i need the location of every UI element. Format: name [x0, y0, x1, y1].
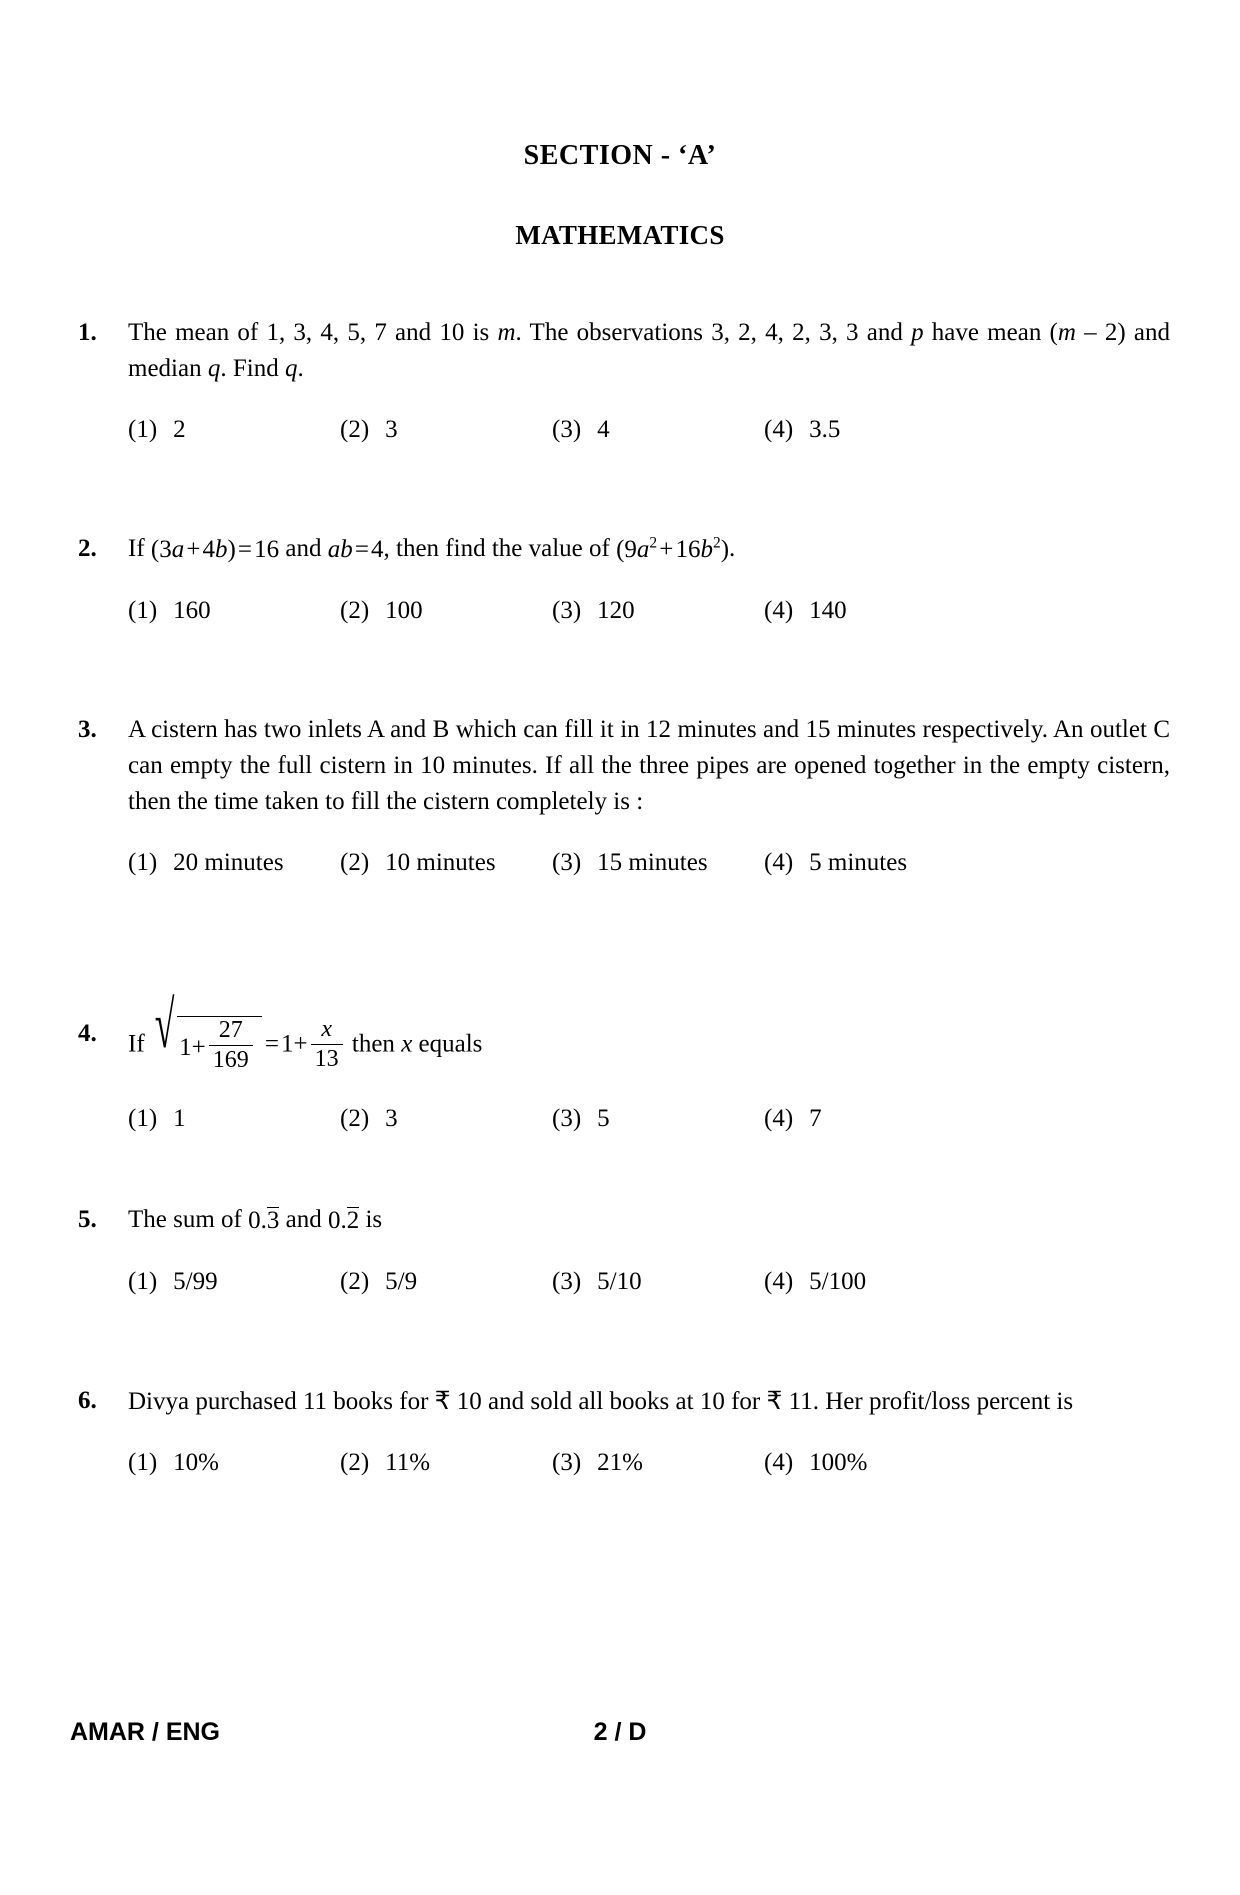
- fraction-27-169: [209, 1017, 253, 1074]
- page-footer: [70, 1718, 1170, 1747]
- option-4[interactable]: [764, 1102, 976, 1136]
- question-6-options: [128, 1446, 1170, 1480]
- q1-var-m2: m: [1057, 319, 1076, 346]
- q1-var-q: q: [207, 355, 221, 382]
- option-label: (1): [128, 1449, 158, 1477]
- option-2[interactable]: [340, 1102, 552, 1136]
- q1-text-b: . The observations 3, 2, 4, 2, 3, 3 and: [515, 319, 912, 346]
- question-text: [128, 712, 1170, 820]
- rupee-icon: ₹: [766, 1387, 783, 1416]
- option-3[interactable]: [552, 846, 764, 880]
- option-text: 5/100: [809, 1268, 867, 1296]
- option-4[interactable]: [764, 1265, 976, 1299]
- option-label: (4): [764, 1105, 794, 1133]
- q3-line-1: A cistern has two inlets A and B which can fill it in 12 minutes and 15 minutes respectively.: [128, 716, 1048, 744]
- q1-text-a: The mean of 1, 3, 4, 5, 7 and 10 is: [128, 319, 498, 346]
- question-number: 5.: [78, 1206, 97, 1234]
- question-4: [70, 988, 1170, 1136]
- question-text: [128, 531, 1170, 568]
- option-4[interactable]: [764, 413, 976, 447]
- question-number: 4.: [78, 1020, 97, 1048]
- question-text: [128, 1202, 1170, 1239]
- option-text: 15 minutes: [597, 849, 708, 877]
- question-4-options: [128, 1102, 1170, 1136]
- option-text: 20 minutes: [173, 849, 284, 877]
- footer-page-number: 2 / D: [593, 1718, 647, 1746]
- option-text: 10%: [173, 1449, 219, 1477]
- decimal-base: 0.: [327, 1207, 347, 1235]
- rupee-icon: ₹: [434, 1387, 451, 1416]
- option-text: 3: [385, 1105, 398, 1133]
- q2-mid-1: and: [279, 535, 328, 562]
- q3-line-2: An outlet C can empty the full cistern in 10 minutes. If all the three pipes are opened together: [128, 716, 1170, 780]
- spacer: [70, 880, 1170, 964]
- q1-var-p: p: [911, 319, 924, 346]
- option-label: (3): [552, 849, 582, 877]
- option-2[interactable]: [340, 594, 552, 628]
- option-text: 140: [809, 597, 847, 625]
- option-text: 5 minutes: [809, 849, 908, 877]
- option-text: 21%: [597, 1449, 643, 1477]
- question-body: [128, 315, 1170, 447]
- spacer: [70, 447, 1170, 531]
- question-text: [128, 315, 1170, 387]
- question-5-options: [128, 1265, 1170, 1299]
- q2-prefix: If: [128, 535, 151, 562]
- q2-mid-2: , then find the value of: [383, 535, 617, 562]
- question-body: [128, 531, 1170, 628]
- option-label: (4): [764, 597, 794, 625]
- question-text: [128, 988, 1170, 1076]
- option-label: (4): [764, 1449, 794, 1477]
- repeating-decimal-2: [328, 1203, 359, 1239]
- option-text: 100%: [809, 1449, 868, 1477]
- spacer: [70, 1136, 1170, 1202]
- question-6: [70, 1383, 1170, 1480]
- question-body: [128, 712, 1170, 880]
- q2-expression-2: ab = 4: [327, 536, 384, 564]
- radicand: 1+ $\frac{27}{169}$: [177, 1016, 262, 1076]
- q2-expression-1: (3a + 4b) = 16: [150, 536, 280, 564]
- option-label: (3): [552, 1449, 582, 1477]
- option-text: 5/9: [385, 1268, 418, 1296]
- subject-heading: MATHEMATICS: [515, 220, 725, 250]
- q1-var-q2: q: [284, 355, 298, 382]
- option-label: (1): [128, 597, 158, 625]
- question-3: [70, 712, 1170, 880]
- option-3[interactable]: [552, 1102, 764, 1136]
- q1-text-g: .: [297, 355, 304, 382]
- spacer: [70, 628, 1170, 712]
- option-text: 5: [597, 1105, 610, 1133]
- option-2[interactable]: [340, 1265, 552, 1299]
- option-1[interactable]: [128, 846, 340, 880]
- q4-equation: [151, 988, 346, 1076]
- vinculum-digit: 3: [266, 1207, 280, 1235]
- questions-list: [70, 315, 1170, 1480]
- question-text: [128, 1383, 1170, 1420]
- q4-var-x: x: [401, 1030, 413, 1058]
- option-label: (2): [340, 1105, 370, 1133]
- q5-suffix: is: [359, 1206, 383, 1234]
- option-text: 120: [597, 597, 635, 625]
- option-4[interactable]: [764, 846, 976, 880]
- option-2[interactable]: [340, 413, 552, 447]
- option-label: (1): [128, 1268, 158, 1296]
- fraction-numerator: x: [321, 1015, 332, 1042]
- q6-text-b: 10 and sold all books at 10 for: [450, 1388, 767, 1416]
- option-text: 5/10: [597, 1268, 642, 1296]
- q1-text-d: (: [1049, 319, 1058, 346]
- question-number: 6.: [78, 1387, 97, 1415]
- fraction-denominator: 169: [209, 1045, 253, 1074]
- option-4[interactable]: [764, 594, 976, 628]
- option-3[interactable]: [552, 1265, 764, 1299]
- option-text: 7: [809, 1105, 822, 1133]
- option-text: 100: [385, 597, 423, 625]
- exam-page: [0, 140, 1240, 1895]
- option-4[interactable]: [764, 1446, 976, 1480]
- option-1[interactable]: [128, 413, 340, 447]
- vinculum-digit: 2: [346, 1207, 360, 1235]
- option-text: 5/99: [173, 1268, 218, 1296]
- question-body: [128, 1383, 1170, 1480]
- option-label: (4): [764, 849, 794, 877]
- q5-mid: and: [279, 1206, 328, 1234]
- option-label: (2): [340, 416, 370, 443]
- fraction-denominator: 13: [311, 1044, 343, 1073]
- option-label: (3): [552, 416, 582, 443]
- option-label: (2): [340, 1268, 370, 1296]
- option-1[interactable]: [128, 1102, 340, 1136]
- option-text: 4: [597, 416, 610, 443]
- option-label: (2): [340, 849, 370, 877]
- q6-line-2: is: [1056, 1388, 1074, 1416]
- fraction-numerator: 27: [218, 1017, 243, 1044]
- option-label: (2): [340, 597, 370, 625]
- question-2: [70, 531, 1170, 628]
- option-2[interactable]: [340, 1446, 552, 1480]
- option-text: 3.5: [809, 416, 841, 443]
- question-number: 1.: [78, 319, 97, 346]
- square-root-icon: [152, 988, 262, 1076]
- option-1[interactable]: [128, 1446, 340, 1480]
- q1-text-c: have mean: [923, 319, 1042, 346]
- option-2[interactable]: [340, 846, 552, 880]
- radical-symbol: √: [154, 988, 175, 1062]
- option-label: (1): [128, 416, 158, 443]
- option-label: (4): [764, 416, 794, 443]
- option-label: (2): [340, 1449, 370, 1477]
- decimal-base: 0.: [248, 1207, 267, 1235]
- question-1: [70, 315, 1170, 447]
- q1-text-e: – 2) and median: [128, 319, 1171, 382]
- option-text: 11%: [385, 1449, 431, 1477]
- option-3[interactable]: [552, 594, 764, 628]
- question-body: [128, 988, 1170, 1136]
- q2-expression-3: ($9a^2$ + $16b^2$): [616, 534, 730, 564]
- spacer: [70, 964, 1170, 1016]
- question-3-options: [128, 846, 1170, 880]
- q6-text-c: 11. Her profit/loss percent: [782, 1388, 1051, 1416]
- section-heading: SECTION - ‘A’: [523, 140, 717, 171]
- option-text: 1: [173, 1105, 186, 1133]
- q3-line-3: in the empty cistern, then the time taken to fill the cistern completely is :: [128, 752, 1170, 816]
- fraction-x-13: [311, 1016, 343, 1073]
- option-text: 160: [173, 597, 211, 625]
- q5-prefix: The sum of: [128, 1206, 249, 1234]
- spacer: [70, 1299, 1170, 1383]
- question-number: 3.: [78, 716, 97, 744]
- q4-equals: = 1+: [262, 1030, 308, 1058]
- option-1[interactable]: [128, 594, 340, 628]
- option-label: (3): [552, 1105, 582, 1133]
- q1-var-m: m: [497, 319, 516, 346]
- question-1-options: [128, 413, 1170, 447]
- q4-prefix: If: [128, 1030, 151, 1058]
- question-5: [70, 1202, 1170, 1299]
- option-3[interactable]: [552, 413, 764, 447]
- q4-suffix-tail: equals: [412, 1030, 483, 1058]
- option-1[interactable]: [128, 1265, 340, 1299]
- repeating-decimal-1: [248, 1203, 279, 1239]
- option-label: (4): [764, 1268, 794, 1296]
- q6-text-a: Divya purchased 11 books for: [128, 1388, 435, 1416]
- footer-paper-code: AMAR / ENG: [70, 1718, 220, 1746]
- option-text: 10 minutes: [385, 849, 496, 877]
- question-body: [128, 1202, 1170, 1299]
- option-label: (1): [128, 1105, 158, 1133]
- option-label: (3): [552, 597, 582, 625]
- option-text: 2: [173, 416, 186, 443]
- option-label: (3): [552, 1268, 582, 1296]
- option-label: (1): [128, 849, 158, 877]
- q1-text-f: . Find: [220, 355, 285, 382]
- q4-suffix-plain: then: [345, 1030, 402, 1058]
- question-number: 2.: [78, 535, 97, 562]
- question-2-options: [128, 594, 1170, 628]
- option-3[interactable]: [552, 1446, 764, 1480]
- q2-suffix: .: [729, 535, 736, 562]
- option-text: 3: [385, 416, 398, 443]
